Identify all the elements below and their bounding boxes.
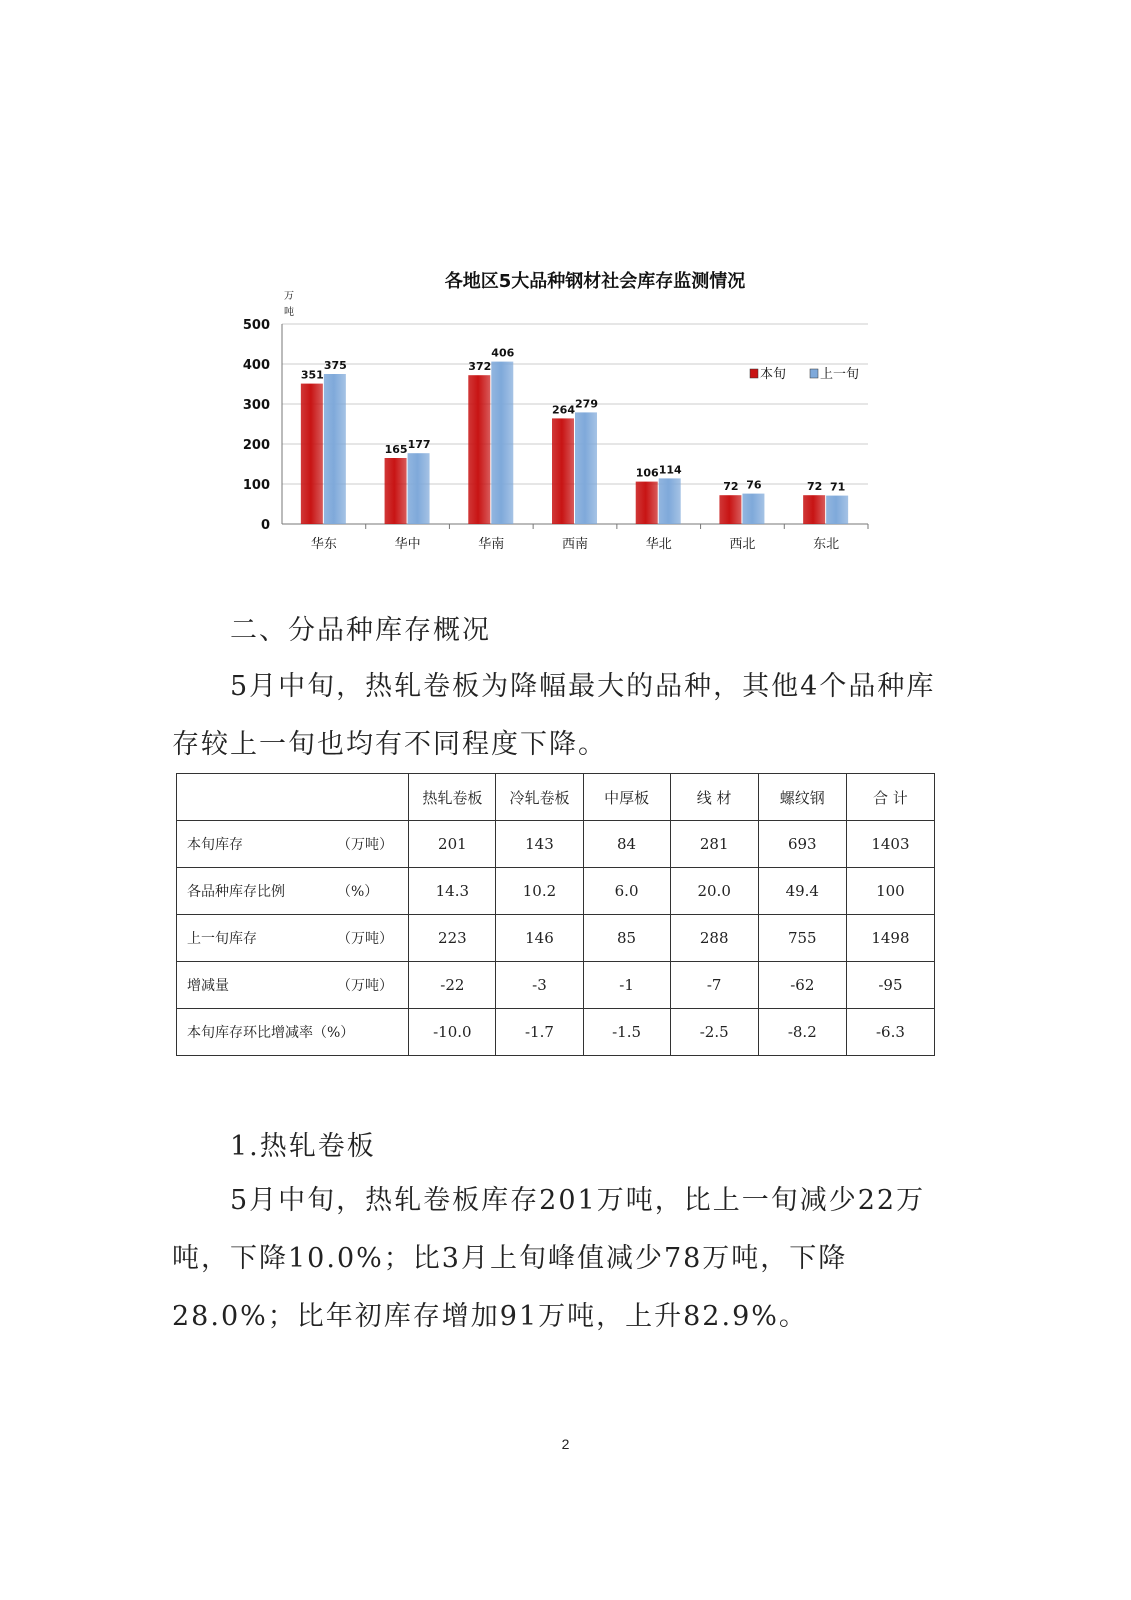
hot-rolled-paragraph: 5月中旬，热轧卷板库存201万吨，比上一旬减少22万吨，下降10.0%；比3月上旬峰值减少78万吨，下降28.0%；比年初库存增加91万吨，上升82.9%。 — [172, 1185, 926, 1332]
table-cell: 10.2 — [496, 868, 583, 915]
row-label — [177, 821, 409, 868]
table-cell: -6.3 — [846, 1009, 934, 1056]
table-header-cell: 合 计 — [846, 774, 934, 821]
bar-previous — [408, 453, 430, 524]
bar-previous — [491, 362, 513, 524]
table-cell: 85 — [583, 915, 670, 962]
table-cell: 1498 — [846, 915, 934, 962]
y-tick-label: 300 — [242, 398, 270, 413]
bar-previous — [324, 374, 346, 524]
table-header-cell: 冷轧卷板 — [496, 774, 583, 821]
table-cell: 755 — [758, 915, 846, 962]
table-cell: -10.0 — [409, 1009, 496, 1056]
table-cell: 288 — [670, 915, 758, 962]
y-unit-label-1: 万 — [284, 291, 294, 302]
row-label — [177, 868, 409, 915]
row-label-name: 上一旬库存 — [187, 931, 257, 947]
table-cell: 201 — [409, 821, 496, 868]
chart-bars — [301, 362, 848, 524]
legend-swatch — [810, 369, 818, 378]
inventory-bar-chart — [240, 260, 900, 560]
page-number: 2 — [561, 1436, 570, 1452]
table-cell: -7 — [670, 962, 758, 1009]
x-category-label: 西北 — [729, 537, 756, 552]
table-cell: 1403 — [846, 821, 934, 868]
table-cell: -2.5 — [670, 1009, 758, 1056]
table-cell: -1.5 — [583, 1009, 670, 1056]
x-category-label: 华中 — [394, 537, 421, 552]
chart-title: 各地区5大品种钢材社会库存监测情况 — [444, 271, 746, 292]
table-cell: -22 — [409, 962, 496, 1009]
table-cell: 6.0 — [583, 868, 670, 915]
table-cell: -3 — [496, 962, 583, 1009]
x-category-label: 华北 — [645, 537, 672, 552]
table-cell: -8.2 — [758, 1009, 846, 1056]
data-label: 165 — [384, 443, 408, 456]
bar-current — [552, 418, 574, 524]
data-label: 177 — [407, 438, 431, 452]
row-label — [177, 962, 409, 1009]
table-row — [177, 915, 935, 962]
y-tick-label: 200 — [242, 438, 270, 453]
subsection-heading: 1.热轧卷板 — [230, 1131, 376, 1162]
table-header-row — [177, 774, 935, 821]
table-cell: 223 — [409, 915, 496, 962]
table-cell: 693 — [758, 821, 846, 868]
bar-previous — [575, 412, 597, 524]
data-label: 264 — [552, 403, 575, 417]
table-cell: 84 — [583, 821, 670, 868]
legend-swatch — [750, 369, 758, 378]
table-cell: 100 — [846, 868, 934, 915]
table-cell: -1.7 — [496, 1009, 583, 1056]
data-label: 114 — [658, 463, 682, 477]
data-label: 76 — [746, 478, 762, 492]
x-category-label: 西南 — [561, 537, 589, 552]
intro-paragraph: 5月中旬，热轧卷板为降幅最大的品种，其他4个品种库存较上一旬也均有不同程度下降。 — [172, 671, 936, 760]
bar-previous — [826, 496, 848, 524]
table-cell: 14.3 — [409, 868, 496, 915]
table-row — [177, 821, 935, 868]
data-label: 71 — [829, 480, 846, 494]
table-header-cell: 中厚板 — [583, 774, 670, 821]
x-category-label: 东北 — [813, 537, 840, 552]
bar-current — [468, 375, 490, 524]
data-label: 72 — [723, 480, 739, 494]
row-label — [177, 1009, 409, 1056]
legend-label: 上一旬 — [820, 367, 860, 382]
data-label: 106 — [635, 466, 659, 480]
bar-current — [719, 495, 741, 524]
table-cell: -1 — [583, 962, 670, 1009]
data-label: 406 — [491, 346, 515, 360]
row-label-name: 本旬库存 — [187, 837, 243, 853]
data-label: 375 — [323, 359, 347, 372]
inventory-summary-table — [176, 773, 935, 1056]
bar-current — [385, 458, 407, 524]
bar-current — [636, 482, 658, 524]
table-row — [177, 962, 935, 1009]
y-tick-label: 0 — [260, 518, 270, 533]
row-label — [177, 915, 409, 962]
table-cell: 20.0 — [670, 868, 758, 915]
data-label: 351 — [300, 368, 324, 382]
x-category-label: 华东 — [310, 537, 337, 552]
row-label-name: 本旬库存环比增减率（%） — [187, 1025, 355, 1041]
table-cell: -95 — [846, 962, 934, 1009]
table-cell: 49.4 — [758, 868, 846, 915]
row-label-unit: （万吨） — [337, 837, 393, 853]
table-cell: -62 — [758, 962, 846, 1009]
x-category-label: 华南 — [478, 537, 505, 552]
table-row — [177, 868, 935, 915]
y-tick-label: 100 — [242, 478, 270, 493]
table-header-cell: 热轧卷板 — [409, 774, 496, 821]
bar-previous — [659, 478, 681, 524]
table-cell: 143 — [496, 821, 583, 868]
table-header-cell — [177, 774, 409, 821]
row-label-unit: （万吨） — [337, 931, 393, 947]
table-header-cell: 线 材 — [670, 774, 758, 821]
table-cell: 146 — [496, 915, 583, 962]
data-label: 372 — [468, 360, 492, 374]
table-cell: 281 — [670, 821, 758, 868]
bar-current — [803, 495, 825, 524]
data-label: 72 — [806, 480, 823, 494]
bar-current — [301, 384, 323, 524]
bar-previous — [742, 494, 764, 524]
row-label-unit: （%） — [337, 884, 379, 900]
row-label-name: 增减量 — [187, 978, 229, 994]
y-tick-label: 400 — [242, 358, 270, 373]
legend-label: 本旬 — [760, 367, 787, 382]
data-label: 279 — [575, 397, 598, 411]
table-row — [177, 1009, 935, 1056]
section-heading: 二、分品种库存概况 — [230, 615, 491, 646]
y-tick-label: 500 — [242, 318, 270, 333]
row-label-name: 各品种库存比例 — [187, 884, 285, 900]
row-label-unit: （万吨） — [337, 978, 393, 994]
y-unit-label-2: 吨 — [284, 307, 294, 318]
table-header-cell: 螺纹钢 — [758, 774, 846, 821]
chart-legend — [750, 366, 859, 382]
